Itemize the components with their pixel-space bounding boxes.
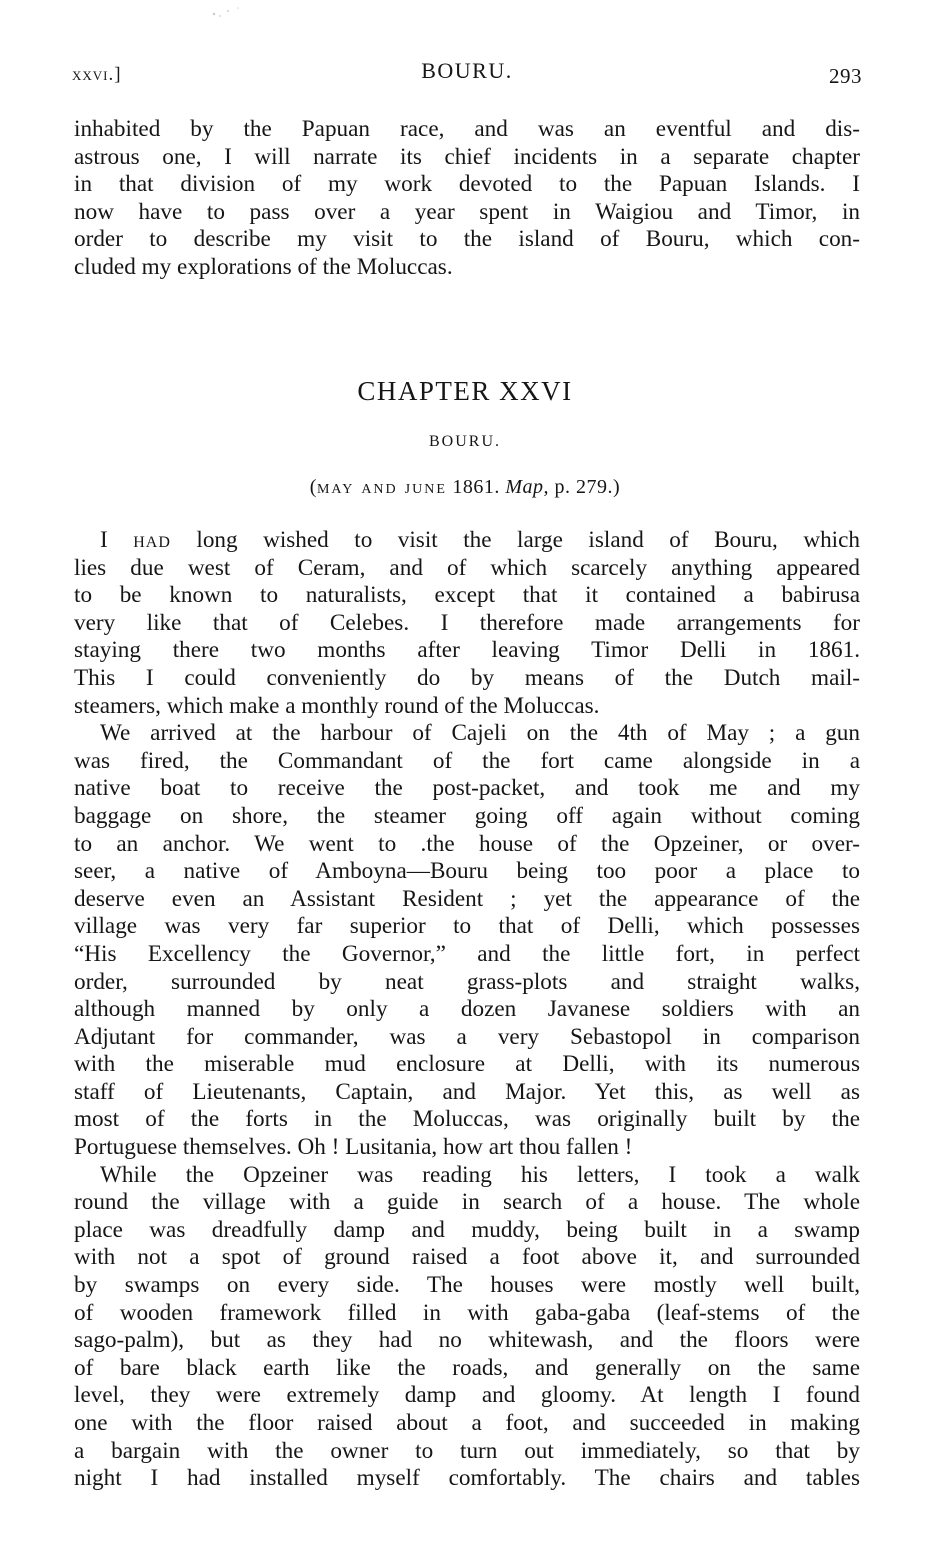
drop-word: I bbox=[100, 527, 134, 553]
text-line: inhabited by the Papuan race, and was an eventful and dis- bbox=[74, 116, 860, 142]
chapter-date-line bbox=[0, 476, 930, 499]
text-line: native boat to receive the post-packet, and took me and my bbox=[74, 775, 860, 802]
map-label: Map, bbox=[505, 476, 550, 498]
text-line: steamers, which make a monthly round of the Moluccas. bbox=[74, 692, 600, 719]
text-line: most of the forts in the Moluccas, was originally built by the bbox=[74, 1106, 860, 1133]
text-line: staying there two months after leaving Timor Delli in 1861. bbox=[74, 637, 860, 664]
text-line: We arrived at the harbour of Cajeli on the 4th of May ; a gun bbox=[100, 720, 860, 747]
map-page-ref: p. 279.) bbox=[549, 476, 621, 498]
text-line: although manned by only a dozen Javanese soldiers with an bbox=[74, 996, 860, 1023]
text-line: order, surrounded by neat grass-plots and straight walks, bbox=[74, 968, 860, 995]
text-line: to an anchor. We went to .the house of the Opzeiner, or over- bbox=[74, 830, 860, 857]
text-line: seer, a native of Amboyna—Bouru being too poor a place to bbox=[74, 858, 860, 885]
text-line: to be known to naturalists, except that it contained a babirusa bbox=[74, 582, 860, 609]
text-line: night I had installed myself comfortably. The chairs and tables bbox=[74, 1465, 860, 1492]
text-line: one with the floor raised about a foot, and succeeded in making bbox=[74, 1410, 860, 1436]
text-line: baggage on shore, the steamer going off again without coming bbox=[74, 802, 860, 829]
running-header bbox=[72, 58, 862, 90]
header-title: BOURU. bbox=[421, 58, 513, 83]
text-line: lies due west of Ceram, and of which scarcely anything appeared bbox=[74, 554, 860, 581]
chapter-body bbox=[74, 527, 860, 1493]
text-line: in that division of my work devoted to the Papuan Islands. I bbox=[74, 171, 860, 198]
date-open-paren: ( bbox=[309, 476, 317, 498]
text-line: While the Opzeiner was reading his letters, I took a walk bbox=[100, 1161, 860, 1188]
text-line: Adjutant for commander, was a very Sebastopol in comparison bbox=[74, 1023, 860, 1050]
text-line: a bargain with the owner to turn out immediately, so that by bbox=[74, 1437, 860, 1464]
text-line: cluded my explorations of the Moluccas. bbox=[74, 253, 453, 280]
drop-word-smallcaps: had bbox=[133, 527, 171, 553]
text-line: This I could conveniently do by means of the Dutch mail- bbox=[74, 664, 860, 691]
text-line: level, they were extremely damp and gloomy. At length I found bbox=[74, 1382, 860, 1409]
header-chapter-ref: xxvi.] bbox=[72, 64, 122, 85]
page-number: 293 bbox=[829, 64, 862, 88]
text-line: staff of Lieutenants, Captain, and Major. Yet this, as well as bbox=[74, 1078, 860, 1105]
text-line: of bare black earth like the roads, and generally on the same bbox=[74, 1354, 860, 1381]
text-line: village was very far superior to that of Delli, which possesses bbox=[74, 913, 860, 940]
date-months: may and june bbox=[316, 476, 447, 498]
text-line: “His Excellency the Governor,” and the little fort, in perfect bbox=[74, 940, 860, 967]
text-line: with not a spot of ground raised a foot above it, and surrounded bbox=[74, 1244, 860, 1271]
text-line: astrous one, I will narrate its chief incidents in a separate chapter bbox=[74, 143, 860, 170]
text-line bbox=[74, 527, 860, 555]
chapter-title: CHAPTER XXVI bbox=[357, 376, 573, 406]
text-line: place was dreadfully damp and muddy, being built in a swamp bbox=[74, 1216, 860, 1243]
chapter-subtitle: BOURU. bbox=[428, 433, 501, 450]
text-line: with the miserable mud enclosure at Delli, with its numerous bbox=[74, 1051, 860, 1078]
text-line: round the village with a guide in search of a house. The whole bbox=[74, 1189, 860, 1216]
text-line: sago-palm), but as they had no whitewash, and the floors were bbox=[74, 1327, 860, 1354]
continued-paragraph bbox=[74, 116, 860, 282]
text-line: was fired, the Commandant of the fort came alongside in a bbox=[74, 747, 860, 774]
date-year: 1861. bbox=[446, 476, 506, 498]
text-line: Portuguese themselves. Oh ! Lusitania, how art thou fallen ! bbox=[74, 1134, 633, 1161]
scan-speck-marks bbox=[204, 2, 254, 22]
first-line-rest: long wished to visit the large island of Bouru, which bbox=[170, 527, 860, 553]
text-line: order to describe my visit to the island of Bouru, which con- bbox=[74, 226, 860, 253]
text-line: now have to pass over a year spent in Waigiou and Timor, in bbox=[74, 198, 860, 225]
text-line: very like that of Celebes. I therefore made arrangements for bbox=[74, 609, 860, 636]
text-line: of wooden framework filled in with gaba-gaba (leaf-stems of the bbox=[74, 1299, 860, 1326]
text-line: by swamps on every side. The houses were mostly well built, bbox=[74, 1272, 860, 1299]
text-line: deserve even an Assistant Resident ; yet the appearance of the bbox=[74, 885, 860, 912]
